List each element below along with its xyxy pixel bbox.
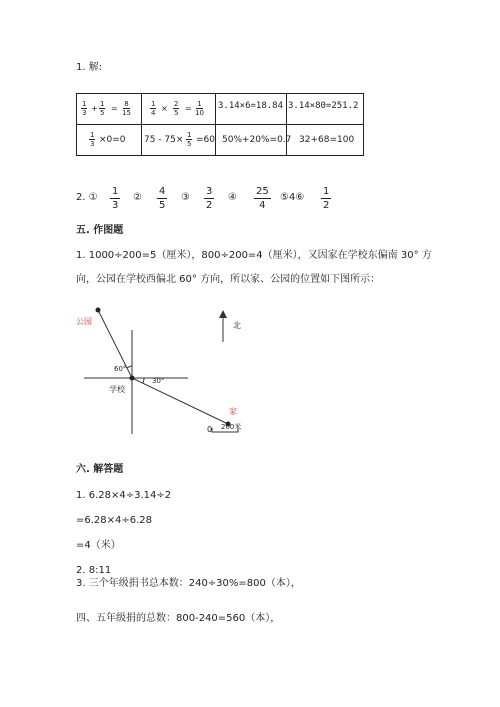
fraction: $\frac{2}{5}$ xyxy=(174,100,179,117)
section-6-title: 六. 解答题 xyxy=(76,464,124,475)
solution-line-5: 3. 三个年级捐书总本数：240÷30%=800（本）， xyxy=(76,578,301,589)
answer-fraction-6: $\frac{1}{2}$ xyxy=(323,186,330,211)
scale-zero-label: 0 xyxy=(207,425,213,434)
table-cell: $\frac{1}{3}$ ×0=0 xyxy=(77,125,142,156)
table-cell: 3.14×80=251.2 xyxy=(287,94,364,125)
park-point xyxy=(96,308,101,313)
angle-30-label: 30° xyxy=(152,377,165,385)
marker-2: ② xyxy=(133,192,142,203)
section-5-title: 五. 作图题 xyxy=(76,225,124,236)
marker-4: ④ xyxy=(228,192,237,203)
section-5-line-1: 1. 1000÷200=5（厘米），800÷200=4（厘米），又因家在学校东偏南 30° 方 xyxy=(76,250,432,261)
north-arrow-head xyxy=(219,310,227,318)
fraction: $\frac{1}{10}$ xyxy=(195,100,204,117)
home-label: 家 xyxy=(229,407,237,416)
solution-line-1: 1. 6.28×4÷3.14÷2 xyxy=(76,490,172,501)
fraction: $\frac{1}{5}$ xyxy=(100,100,105,117)
angle-arc-30 xyxy=(143,378,144,383)
table-cell: 32+68=100 xyxy=(287,125,364,156)
marker-5-6: ⑤4⑥ xyxy=(280,192,305,203)
section-5-line-2: 向，公园在学校西偏北 60° 方向，所以家、公园的位置如下图所示： xyxy=(76,274,381,285)
fraction: $\frac{1}{4}$ xyxy=(151,100,156,117)
solution-line-3: =4（米） xyxy=(76,540,121,551)
table-cell: $\frac{1}{4}$ × $\frac{2}{5}$ = $\frac{1}{10}$ xyxy=(142,94,216,125)
scale-label: 200米 xyxy=(221,423,242,431)
question-1-label: 1. 解: xyxy=(76,62,103,73)
table-cell: 75 - 75× $\frac{1}{5}$ =60 xyxy=(142,125,216,156)
north-label: 北 xyxy=(233,321,241,330)
home-ray xyxy=(132,378,228,424)
fraction: $\frac{1}{3}$ xyxy=(82,100,87,117)
answer-fraction-2: $\frac{4}{5}$ xyxy=(159,186,166,211)
solution-line-4: 2. 8:11 xyxy=(76,565,112,576)
table-cell: $\frac{1}{3}$ + $\frac{1}{5}$ = $\frac{8}{15}$ xyxy=(77,94,142,125)
school-point xyxy=(130,376,135,381)
fraction: $\frac{8}{15}$ xyxy=(122,100,131,117)
answer-fraction-4: $\frac{25}{4}$ xyxy=(256,186,269,211)
marker-3: ③ xyxy=(181,192,190,203)
answer-fraction-3: $\frac{3}{2}$ xyxy=(206,186,213,211)
solution-line-6: 四、五年级捐的总数：800-240=560（本）， xyxy=(76,613,281,624)
angle-arc-60 xyxy=(127,366,132,368)
question-2-label: 2. ① xyxy=(76,192,98,203)
park-label: 公园 xyxy=(76,317,92,326)
fraction: $\frac{1}{3}$ xyxy=(90,131,95,148)
school-label: 学校 xyxy=(109,385,125,394)
angle-60-label: 60° xyxy=(114,365,127,373)
table-cell: 50%+20%=0.7 xyxy=(216,125,287,156)
table-cell: 3.14×6=18.84 xyxy=(216,94,287,125)
fraction: $\frac{1}{5}$ xyxy=(187,131,192,148)
answer-fraction-1: $\frac{1}{3}$ xyxy=(112,186,119,211)
solution-line-2: =6.28×4÷6.28 xyxy=(76,515,153,526)
